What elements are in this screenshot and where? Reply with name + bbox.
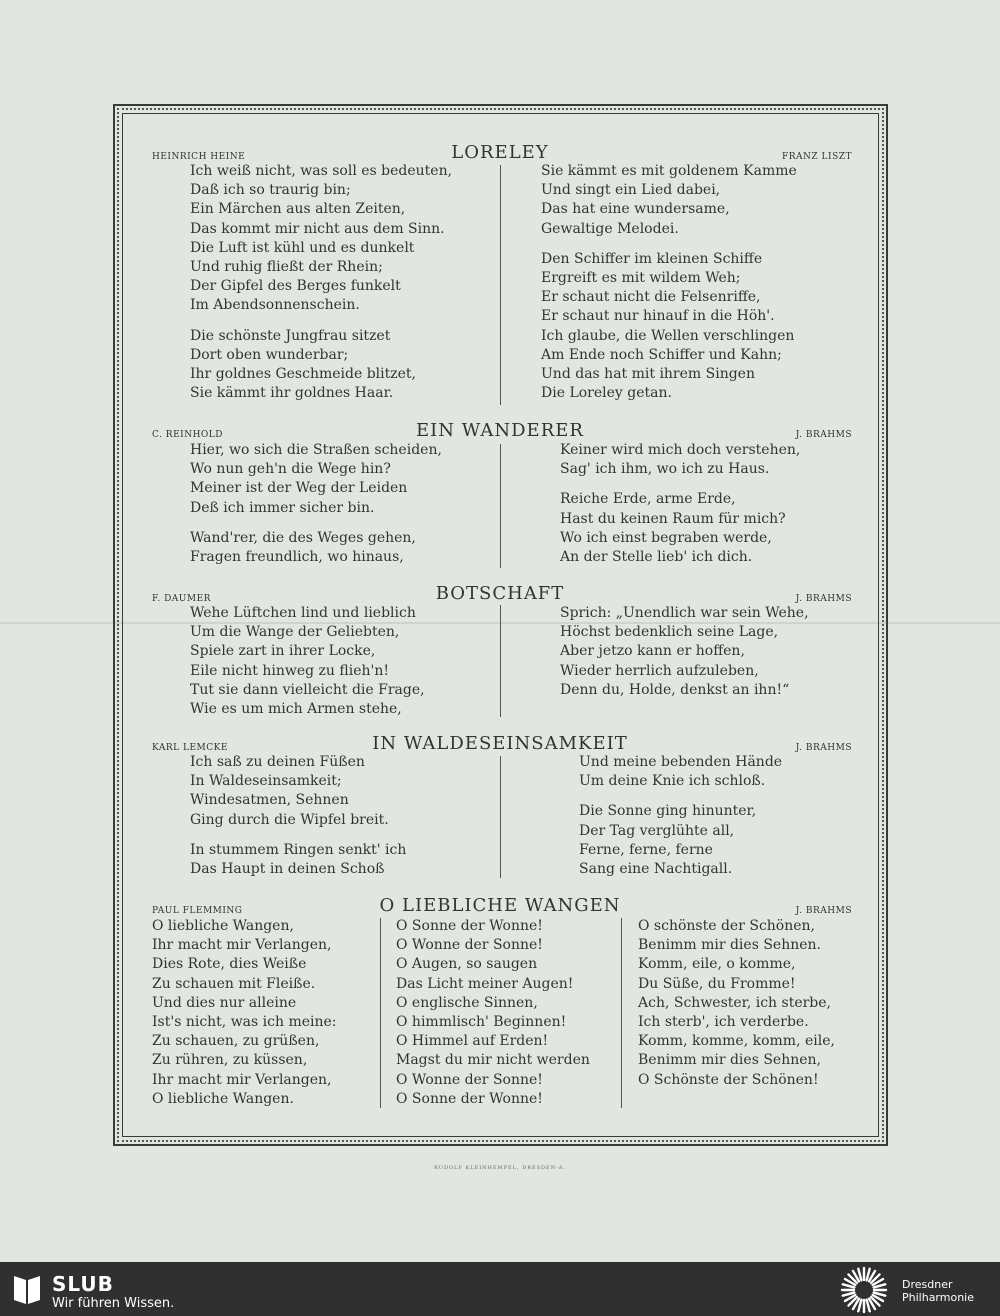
lyric-line: Magst du mir nicht werden (396, 1052, 590, 1069)
lyric-line: Und singt ein Lied dabei, (541, 182, 721, 199)
lyric-line: Sag' ich ihm, wo ich zu Haus. (560, 461, 770, 478)
lyric-line: Ich sterb', ich verderbe. (638, 1014, 809, 1031)
lyrics-column (152, 917, 337, 1109)
column-divider (380, 918, 381, 1108)
song-title: EIN WANDERER (416, 420, 584, 441)
lyric-line: Ging durch die Wipfel breit. (190, 811, 389, 828)
lyrics-column (638, 917, 835, 1090)
lyric-line: Sang eine Nachtigall. (579, 861, 733, 878)
lyric-line: Und das hat mit ihrem Singen (541, 366, 755, 383)
lyric-line: Ich weiß nicht, was soll es bedeuten, (190, 163, 453, 179)
lyric-line: Ihr macht mir Verlangen, (152, 1071, 332, 1088)
lyric-line: O liebliche Wangen. (152, 1090, 294, 1107)
lyric-line: Du Süße, du Fromme! (638, 975, 796, 992)
song-author: HEINRICH HEINE (152, 152, 246, 162)
lyrics-column (190, 604, 425, 719)
lyric-line: Der Tag verglühte all, (579, 822, 735, 839)
lyric-line: Benimm mir dies Sehnen. (638, 937, 821, 954)
lyric-line: Das hat eine wundersame, (541, 201, 730, 218)
lyric-line: Denn du, Holde, denkst an ihn!“ (560, 681, 790, 698)
lyric-line: Und ruhig fließt der Rhein; (190, 259, 383, 276)
lyric-line: Wand'rer, die des Weges gehen, (190, 529, 416, 546)
lyric-line: Zu rühren, zu küssen, (152, 1052, 308, 1069)
lyric-line: Das Haupt in deinen Schoß (190, 861, 385, 878)
lyrics-column (190, 441, 442, 567)
lyric-line: Meiner ist der Weg der Leiden (190, 480, 408, 497)
lyric-line: O Sonne der Wonne! (396, 1090, 543, 1107)
lyrics-column (190, 753, 406, 879)
lyrics-column (396, 917, 590, 1109)
slub-book-icon (12, 1272, 42, 1306)
philharmonie-name-line1: Dresdner (902, 1278, 953, 1291)
song-composer: FRANZ LISZT (782, 152, 852, 162)
lyric-line: Ihr goldnes Geschmeide blitzet, (190, 366, 416, 383)
lyric-line: Wo nun geh'n die Wege hin? (190, 461, 391, 478)
column-divider (500, 165, 501, 405)
lyrics-column (560, 604, 809, 700)
stanza-break (190, 518, 442, 529)
song-title: O LIEBLICHE WANGEN (379, 895, 621, 916)
lyric-line: Ferne, ferne, ferne (579, 841, 713, 858)
lyric-line: Ich saß zu deinen Füßen (190, 754, 365, 770)
lyric-line: O Augen, so saugen (396, 956, 538, 973)
lyric-line: Ach, Schwester, ich sterbe, (638, 994, 832, 1011)
lyric-line: Eile nicht hinweg zu flieh'n! (190, 662, 389, 679)
lyric-line: Sprich: „Unendlich war sein Wehe, (560, 605, 809, 621)
lyrics-column (560, 441, 800, 567)
lyric-line: Und meine bebenden Hände (579, 754, 783, 770)
lyric-line: Und dies nur alleine (152, 994, 297, 1011)
lyric-line: Wo ich einst begraben werde, (560, 529, 772, 546)
song-author: KARL LEMCKE (152, 743, 228, 753)
song-author: C. REINHOLD (152, 430, 223, 440)
lyric-line: Die Sonne ging hinunter, (579, 803, 757, 820)
lyric-line: O Wonne der Sonne! (396, 937, 543, 954)
song-composer: J. BRAHMS (795, 594, 852, 604)
lyric-line: Deß ich immer sicher bin. (190, 499, 375, 516)
lyric-line: Im Abendsonnenschein. (190, 297, 360, 314)
lyric-line: Daß ich so traurig bin; (190, 182, 351, 199)
lyric-line: Benimm mir dies Sehnen, (638, 1052, 821, 1069)
lyric-line: Das Licht meiner Augen! (396, 975, 574, 992)
printer-imprint: RUDOLF KLEINHEMPEL, DRESDEN-A. (434, 1165, 566, 1171)
lyric-line: Spiele zart in ihrer Locke, (190, 643, 376, 660)
lyric-line: An der Stelle lieb' ich dich. (560, 549, 753, 566)
lyric-line: Gewaltige Melodei. (541, 220, 679, 237)
song-author: PAUL FLEMMING (152, 906, 243, 916)
lyric-line: Dies Rote, dies Weiße (152, 956, 307, 973)
lyric-line: Komm, komme, komm, eile, (638, 1033, 835, 1050)
lyric-line: Zu schauen mit Fleiße. (152, 975, 316, 992)
lyric-line: Der Gipfel des Berges funkelt (190, 278, 401, 295)
lyric-line: Ergreift es mit wildem Weh; (541, 270, 741, 287)
stanza-break (541, 239, 797, 250)
song-title: BOTSCHAFT (435, 583, 565, 604)
column-divider (500, 444, 501, 568)
lyric-line: Aber jetzo kann er hoffen, (560, 643, 745, 660)
lyrics-column (190, 162, 452, 403)
lyric-line: O liebliche Wangen, (152, 918, 294, 934)
lyric-line: Am Ende noch Schiffer und Kahn; (541, 346, 782, 363)
lyric-line: Wieder herrlich aufzuleben, (560, 662, 759, 679)
lyric-line: O himmlisch' Beginnen! (396, 1014, 567, 1031)
column-divider (500, 756, 501, 878)
lyric-line: Um die Wange der Geliebten, (190, 624, 400, 641)
stanza-break (190, 830, 406, 841)
slub-name: SLUB (52, 1272, 114, 1296)
lyric-line: Ich glaube, die Wellen verschlingen (541, 327, 795, 344)
column-divider (500, 605, 501, 717)
lyric-line: Ist's nicht, was ich meine: (152, 1014, 337, 1031)
lyric-line: Windesatmen, Sehnen (190, 792, 349, 809)
lyric-line: Er schaut nicht die Felsenriffe, (541, 289, 761, 306)
philharmonie-sunburst-icon (840, 1266, 888, 1314)
lyric-line: Hier, wo sich die Straßen scheiden, (190, 442, 442, 458)
song-composer: J. BRAHMS (795, 906, 852, 916)
lyric-line: Die Luft ist kühl und es dunkelt (190, 239, 415, 256)
column-divider (621, 918, 622, 1108)
song-title: IN WALDESEINSAMKEIT (372, 733, 628, 754)
lyric-line: Ein Märchen aus alten Zeiten, (190, 201, 406, 218)
lyric-line: Um deine Knie ich schloß. (579, 773, 766, 790)
lyric-line: O Sonne der Wonne! (396, 918, 543, 934)
lyric-line: Die schönste Jungfrau sitzet (190, 327, 391, 344)
lyric-line: Wie es um mich Armen stehe, (190, 701, 402, 718)
lyric-line: Komm, eile, o komme, (638, 956, 796, 973)
lyric-line: Sie kämmt ihr goldnes Haar. (190, 385, 394, 402)
lyric-line: Zu schauen, zu grüßen, (152, 1033, 320, 1050)
lyric-line: In stummem Ringen senkt' ich (190, 841, 407, 858)
lyric-line: Sie kämmt es mit goldenem Kamme (541, 163, 797, 179)
lyric-line: Fragen freundlich, wo hinaus, (190, 549, 404, 566)
song-title: LORELEY (451, 142, 549, 163)
lyric-line: O Himmel auf Erden! (396, 1033, 549, 1050)
lyric-line: Das kommt mir nicht aus dem Sinn. (190, 220, 445, 237)
song-composer: J. BRAHMS (795, 430, 852, 440)
lyric-line: Ihr macht mir Verlangen, (152, 937, 332, 954)
lyric-line: Dort oben wunderbar; (190, 346, 349, 363)
stanza-break (190, 316, 452, 327)
lyric-line: Den Schiffer im kleinen Schiffe (541, 250, 763, 267)
lyric-line: Hast du keinen Raum für mich? (560, 510, 786, 527)
stanza-break (579, 791, 782, 802)
lyric-line: Tut sie dann vielleicht die Frage, (190, 681, 425, 698)
lyric-line: O englische Sinnen, (396, 994, 538, 1011)
lyrics-column (541, 162, 797, 403)
lyric-line: Keiner wird mich doch verstehen, (560, 442, 801, 458)
lyric-line: O Schönste der Schönen! (638, 1071, 819, 1088)
song-composer: J. BRAHMS (795, 743, 852, 753)
slub-tagline: Wir führen Wissen. (52, 1296, 175, 1311)
lyrics-column (579, 753, 782, 879)
lyric-line: Höchst bedenklich seine Lage, (560, 624, 779, 641)
song-author: F. DAUMER (152, 594, 211, 604)
lyric-line: In Waldeseinsamkeit; (190, 773, 342, 790)
lyric-line: Die Loreley getan. (541, 385, 672, 402)
lyric-line: Wehe Lüftchen lind und lieblich (190, 605, 416, 621)
lyric-line: Reiche Erde, arme Erde, (560, 491, 736, 508)
stanza-break (560, 479, 800, 490)
lyric-line: Er schaut nur hinauf in die Höh'. (541, 308, 775, 325)
lyric-line: O Wonne der Sonne! (396, 1071, 543, 1088)
lyric-line: O schönste der Schönen, (638, 918, 815, 934)
philharmonie-name-line2: Philharmonie (902, 1291, 974, 1304)
